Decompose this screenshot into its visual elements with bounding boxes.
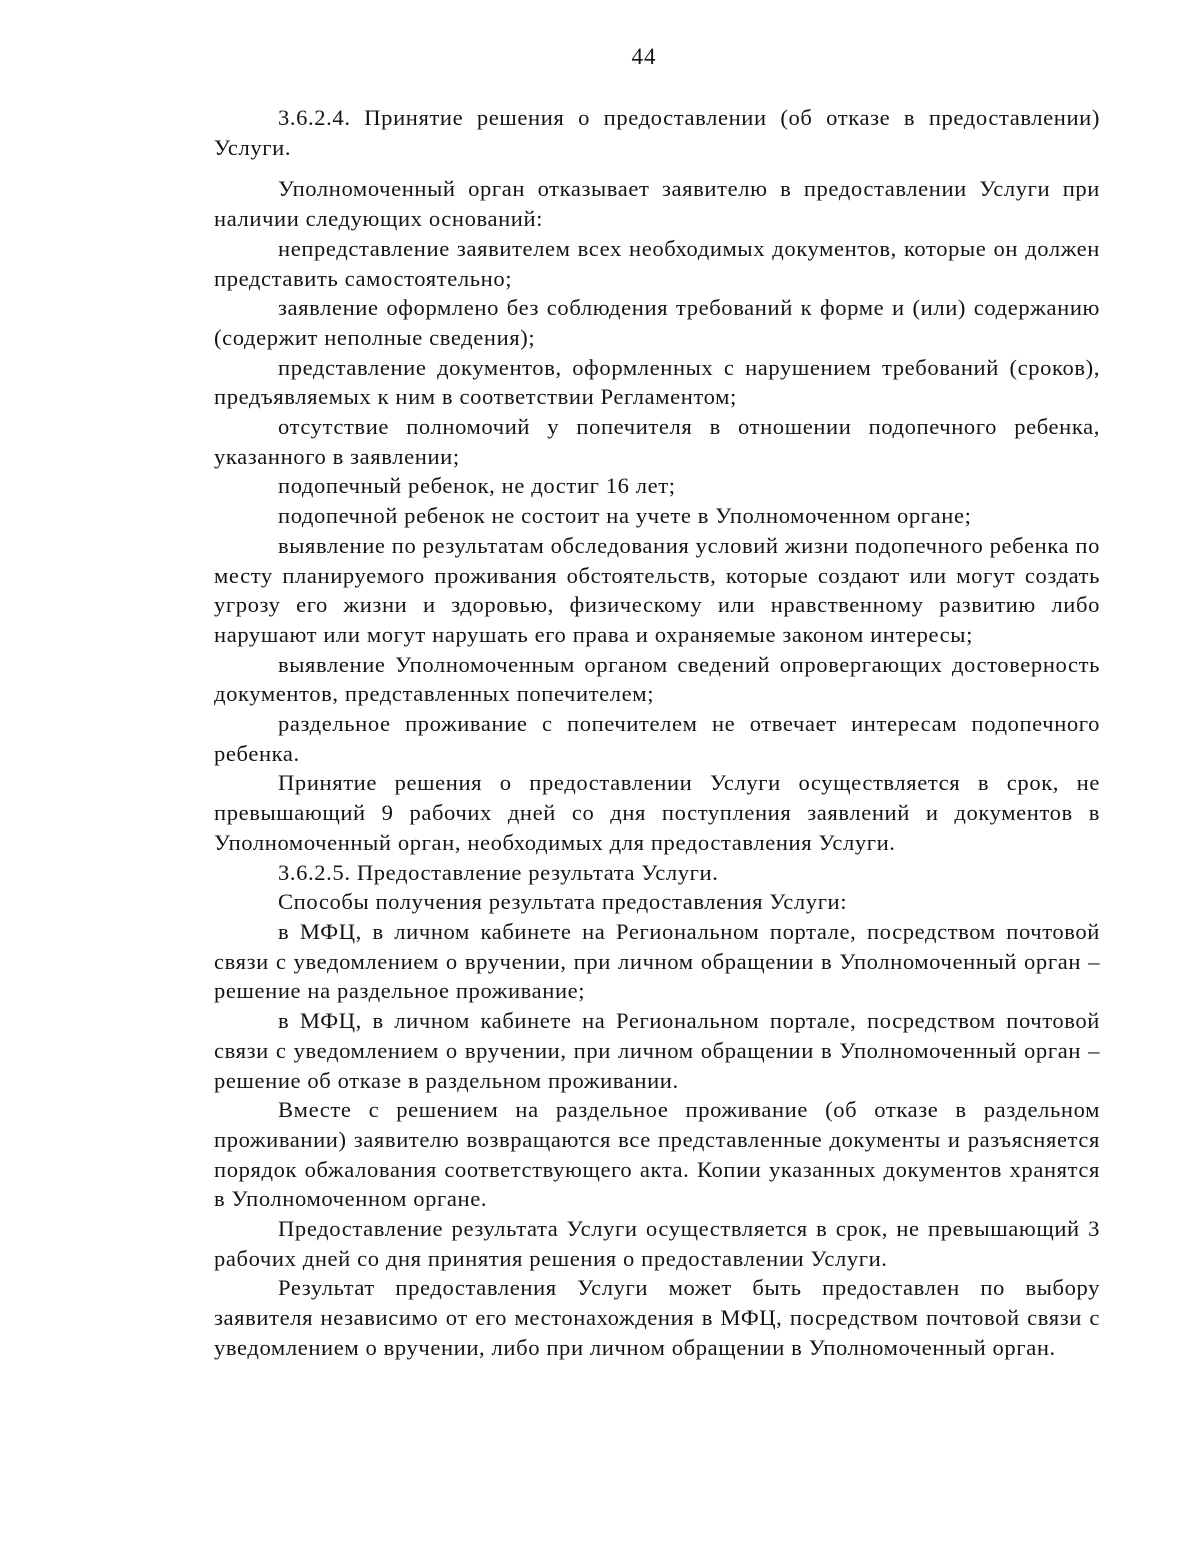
refusal-ground-6: подопечной ребенок не состоит на учете в Уполномоченном органе; bbox=[278, 503, 972, 529]
paragraph-refusal-intro: Уполномоченный орган отказывает заявителю в предоставлении Услуги при наличии следующих оснований: bbox=[214, 176, 1100, 232]
refusal-ground-9: раздельное проживание с попечителем не отвечает интересам подопечного ребенка. bbox=[214, 711, 1100, 766]
paragraph-decision-term: Принятие решения о предоставлении Услуги осуществляется в срок, не превышающий 9 рабочих дней со дня поступления заявлений и документов в Уполномоченный орган, необходимых для предоставления Услуги. bbox=[214, 770, 1100, 855]
section-heading-3-6-2-4: 3.6.2.4. Принятие решения о предоставлении (об отказе в предоставлении) Услуги. bbox=[214, 105, 1100, 160]
paragraph-documents-return: Вместе с решением на раздельное проживание (об отказе в раздельном проживании) заявителю возвращаются все представленные документы и разъясняется порядок обжалования соответствующего акта. Копии указанных документов хранятся в Уполномоченном органе. bbox=[214, 1097, 1100, 1212]
refusal-ground-8: выявление Уполномоченным органом сведений опровергающих достоверность документов, представленных попечителем; bbox=[214, 651, 1100, 707]
refusal-ground-2: заявление оформлено без соблюдения требований к форме и (или) содержанию (содержит неполные сведения); bbox=[214, 295, 1100, 350]
paragraph-result-term: Предоставление результата Услуги осуществляется в срок, не превышающий 3 рабочих дней со дня принятия решения о предоставлении Услуги. bbox=[214, 1216, 1100, 1271]
page-number: 44 bbox=[631, 44, 657, 69]
refusal-ground-1: непредставление заявителем всех необходимых документов, которые он должен представить самостоятельно; bbox=[214, 235, 1100, 291]
result-method-2: в МФЦ, в личном кабинете на Региональном портале, посредством почтовой связи с уведомлением о вручении, при личном обращении в Уполномоченный орган – решение об отказе в раздельном проживании. bbox=[214, 1008, 1100, 1093]
refusal-ground-5: подопечный ребенок, не достиг 16 лет; bbox=[278, 473, 676, 499]
refusal-ground-7: выявление по результатам обследования условий жизни подопечного ребенка по месту планируемого проживания обстоятельств, которые создают или могут создать угрозу его жизни и здоровью, физическому или нравственному развитию либо нарушают или могут нарушать его права и охраняемые законом интересы; bbox=[214, 532, 1100, 647]
refusal-ground-4: отсутствие полномочий у попечителя в отношении подопечного ребенка, указанного в заявлении; bbox=[214, 414, 1100, 469]
paragraph-result-methods: Способы получения результата предоставления Услуги: bbox=[278, 889, 848, 915]
document-body bbox=[214, 103, 1100, 1363]
refusal-ground-3: представление документов, оформленных с нарушением требований (сроков), предъявляемых к ним в соответствии Регламентом; bbox=[214, 354, 1100, 410]
paragraph-result-delivery: Результат предоставления Услуги может быть предоставлен по выбору заявителя независимо от его местонахождения в МФЦ, посредством почтовой связи с уведомлением о вручении, либо при личном обращении в Уполномоченный орган. bbox=[214, 1275, 1100, 1360]
result-method-1: в МФЦ, в личном кабинете на Региональном портале, посредством почтовой связи с уведомлением о вручении, при личном обращении в Уполномоченный орган – решение на раздельное проживание; bbox=[214, 918, 1100, 1004]
section-heading-3-6-2-5: 3.6.2.5. Предоставление результата Услуги. bbox=[278, 859, 719, 885]
